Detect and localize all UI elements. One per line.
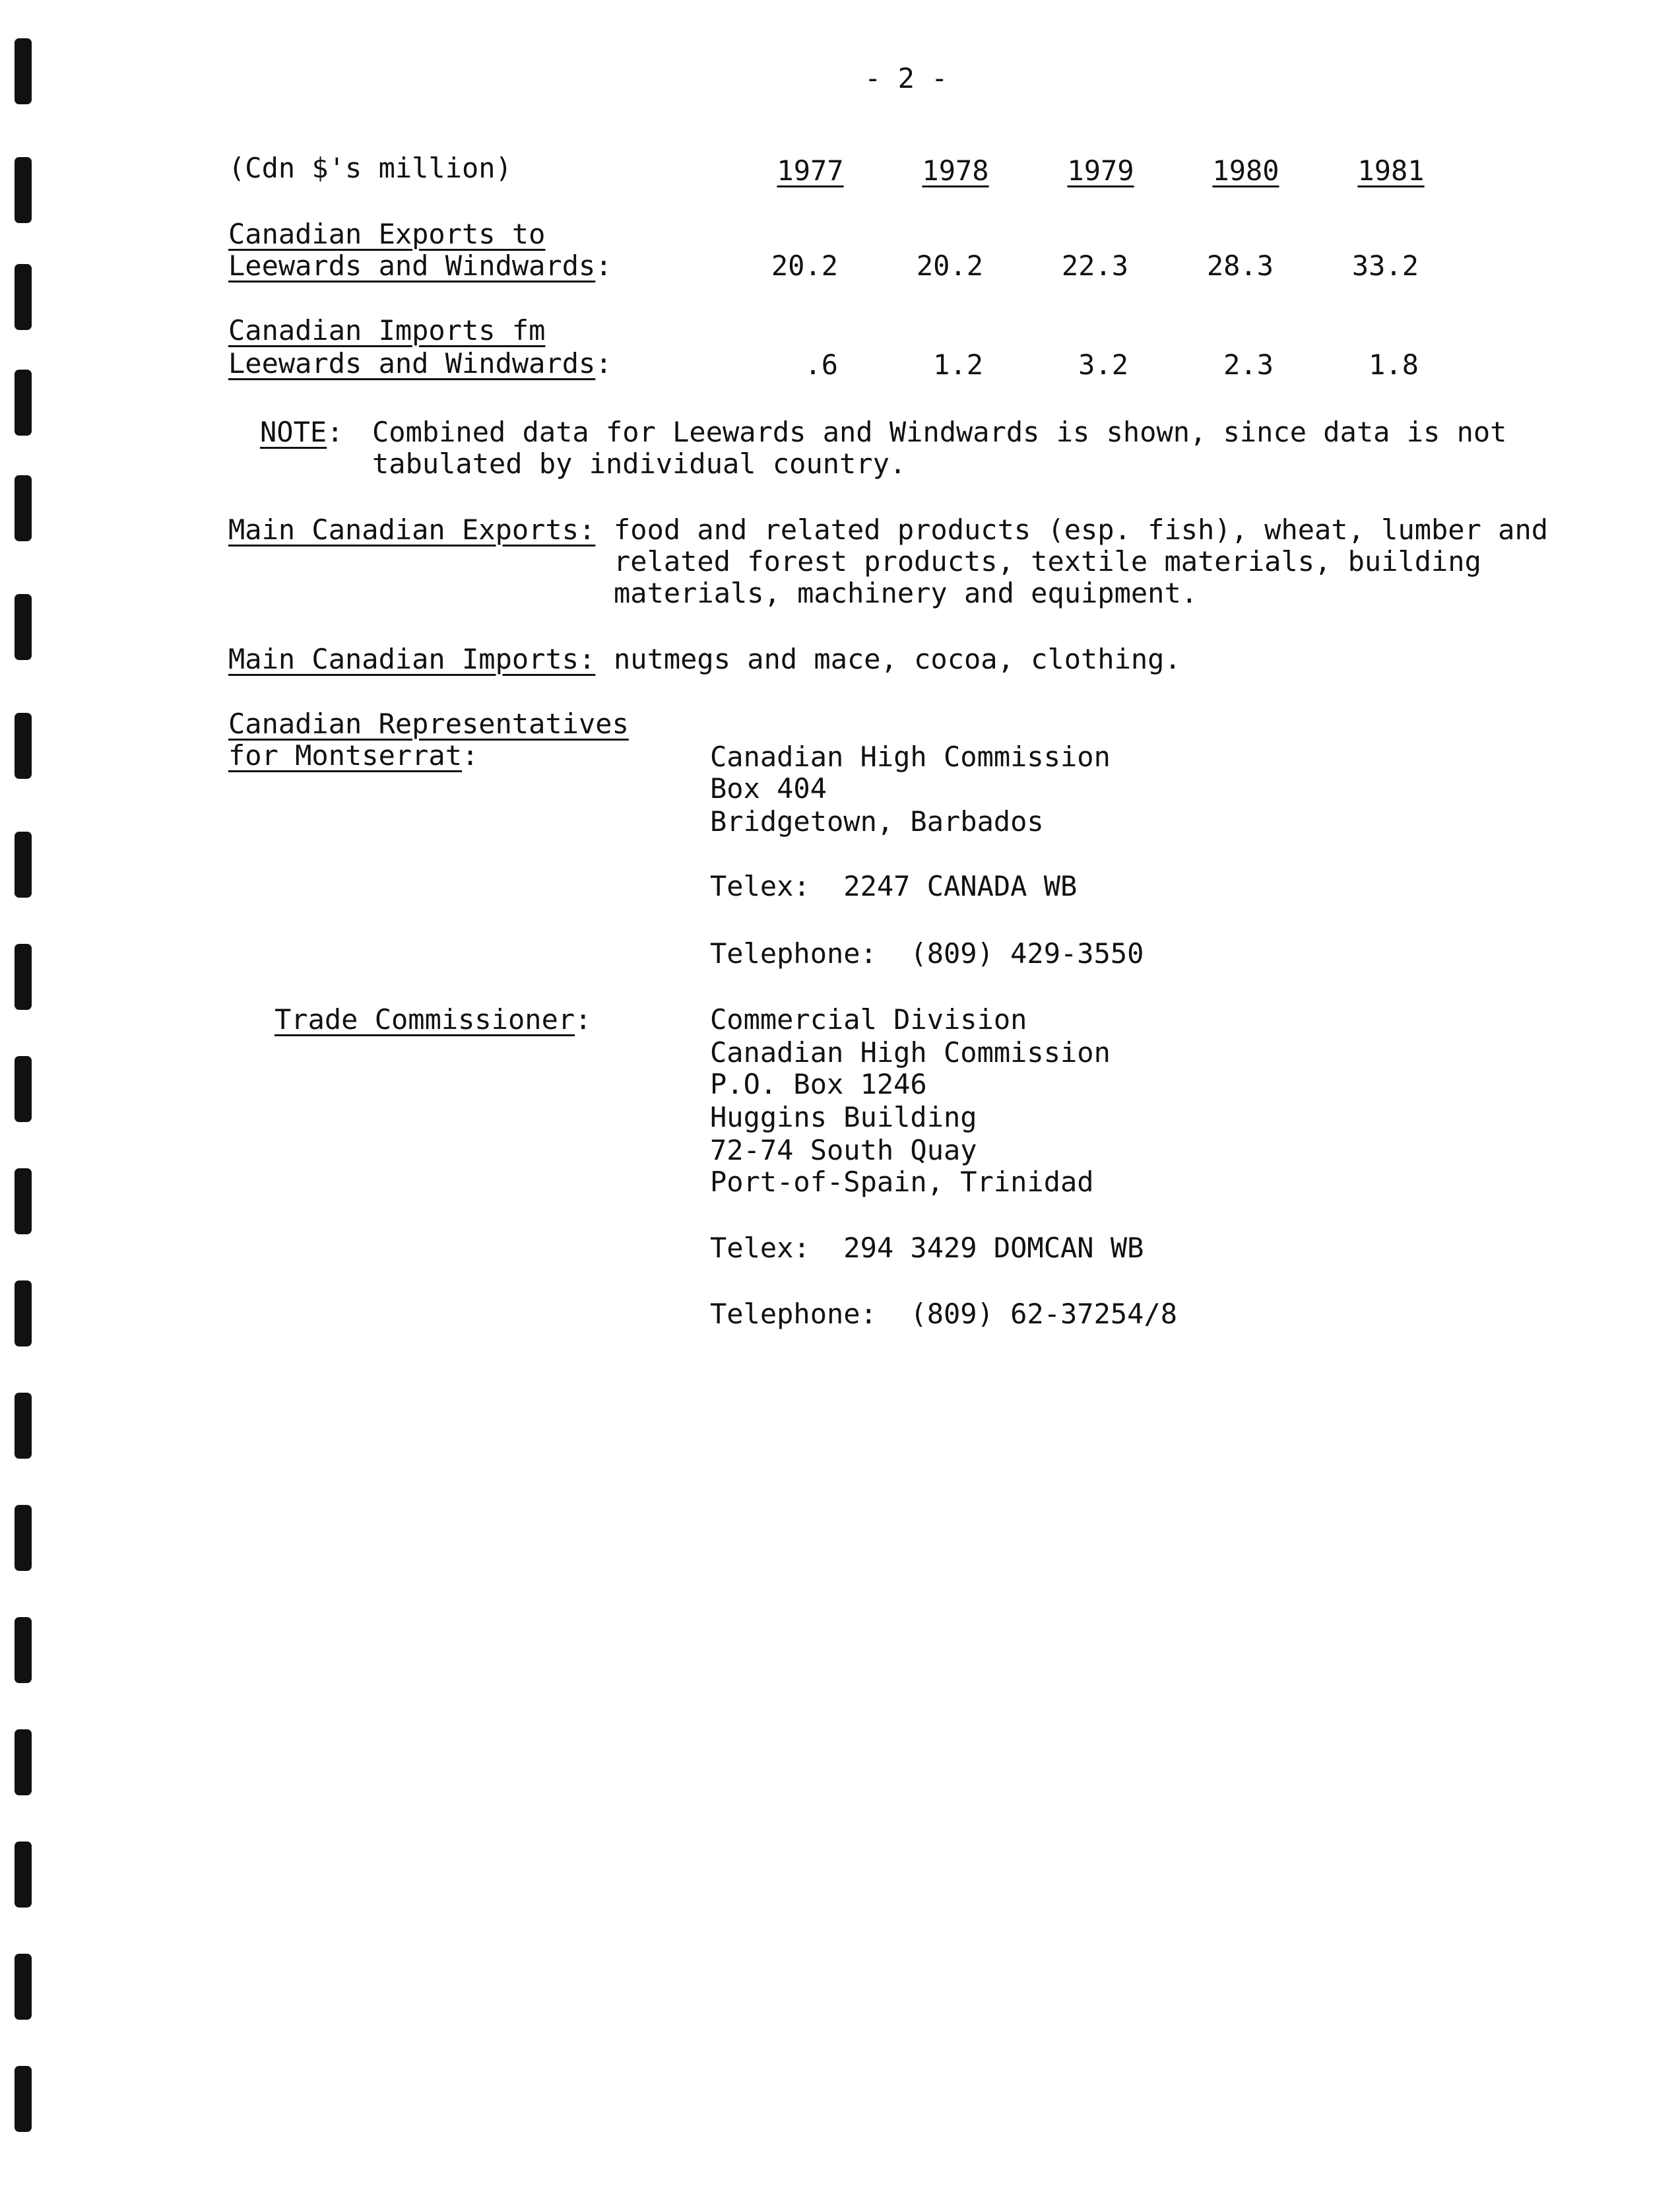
address-line: Port-of-Spain, Trinidad xyxy=(710,1166,1094,1198)
binding-hole xyxy=(15,713,32,779)
telephone: Telephone: (809) 429-3550 xyxy=(710,937,1144,970)
table-cell: 22.3 xyxy=(1061,249,1128,282)
telephone: Telephone: (809) 62-37254/8 xyxy=(710,1298,1178,1330)
telex: Telex: 2247 CANADA WB xyxy=(710,870,1078,902)
main-exports-text: materials, machinery and equipment. xyxy=(614,577,1198,609)
address-line: 72-74 South Quay xyxy=(710,1134,977,1166)
trade-commissioner-label: Trade Commissioner: xyxy=(275,1003,592,1036)
binding-hole xyxy=(15,1954,32,2020)
address-line: Huggins Building xyxy=(710,1101,977,1133)
address-line: Canadian High Commission xyxy=(710,1036,1111,1069)
page-number: - 2 - xyxy=(864,62,948,94)
year-header: 1979 xyxy=(1067,154,1134,187)
binding-hole xyxy=(15,1505,32,1571)
binding-hole xyxy=(15,264,32,330)
address-line: Bridgetown, Barbados xyxy=(710,805,1044,838)
main-imports-text: nutmegs and mace, cocoa, clothing. xyxy=(614,643,1181,675)
table-cell: 20.2 xyxy=(771,249,838,282)
binding-hole xyxy=(15,2066,32,2132)
year-header: 1980 xyxy=(1212,154,1279,187)
binding-hole xyxy=(15,475,32,541)
row-label: Leewards and Windwards: xyxy=(228,249,612,282)
table-cell: 33.2 xyxy=(1351,249,1419,282)
year-header: 1981 xyxy=(1357,154,1425,187)
address-line: Canadian High Commission xyxy=(710,741,1111,773)
telex: Telex: 294 3429 DOMCAN WB xyxy=(710,1232,1144,1264)
binding-hole xyxy=(15,594,32,660)
representatives-label: for Montserrat: xyxy=(228,739,479,772)
note-text: tabulated by individual country. xyxy=(372,448,907,480)
main-exports-text: food and related products (esp. fish), wheat, lumber and xyxy=(614,514,1549,546)
year-header: 1978 xyxy=(922,154,989,187)
binding-hole xyxy=(15,157,32,223)
address-line: Box 404 xyxy=(710,772,827,805)
row-label: Leewards and Windwards: xyxy=(228,347,612,380)
row-label: Canadian Exports to xyxy=(228,218,546,250)
unit-label: (Cdn $'s million) xyxy=(228,152,512,184)
year-header: 1977 xyxy=(777,154,844,187)
binding-hole xyxy=(15,1842,32,1908)
binding-hole xyxy=(15,1617,32,1683)
binding-hole xyxy=(15,1056,32,1122)
table-cell: 2.3 xyxy=(1223,349,1274,381)
table-cell: 1.8 xyxy=(1369,349,1419,381)
table-cell: 28.3 xyxy=(1206,249,1274,282)
address-line: P.O. Box 1246 xyxy=(710,1068,927,1100)
binding-hole xyxy=(15,1729,32,1795)
main-exports-label: Main Canadian Exports: xyxy=(228,514,596,546)
table-cell: .6 xyxy=(804,349,838,381)
table-cell: 1.2 xyxy=(933,349,983,381)
binding-hole xyxy=(15,832,32,898)
binding-hole xyxy=(15,38,32,104)
note-text: Combined data for Leewards and Windwards is shown, since data is not xyxy=(372,416,1507,448)
binding-hole xyxy=(15,370,32,436)
main-imports-label: Main Canadian Imports: xyxy=(228,643,596,675)
binding-hole xyxy=(15,1280,32,1346)
representatives-label: Canadian Representatives xyxy=(228,708,629,740)
table-cell: 20.2 xyxy=(916,249,983,282)
row-label: Canadian Imports fm xyxy=(228,314,546,347)
binding-hole xyxy=(15,1168,32,1234)
table-cell: 3.2 xyxy=(1078,349,1128,381)
address-line: Commercial Division xyxy=(710,1003,1027,1036)
note-label: NOTE: xyxy=(260,416,344,448)
binding-hole xyxy=(15,1393,32,1459)
main-exports-text: related forest products, textile materials, building xyxy=(614,545,1481,578)
binding-hole xyxy=(15,944,32,1010)
